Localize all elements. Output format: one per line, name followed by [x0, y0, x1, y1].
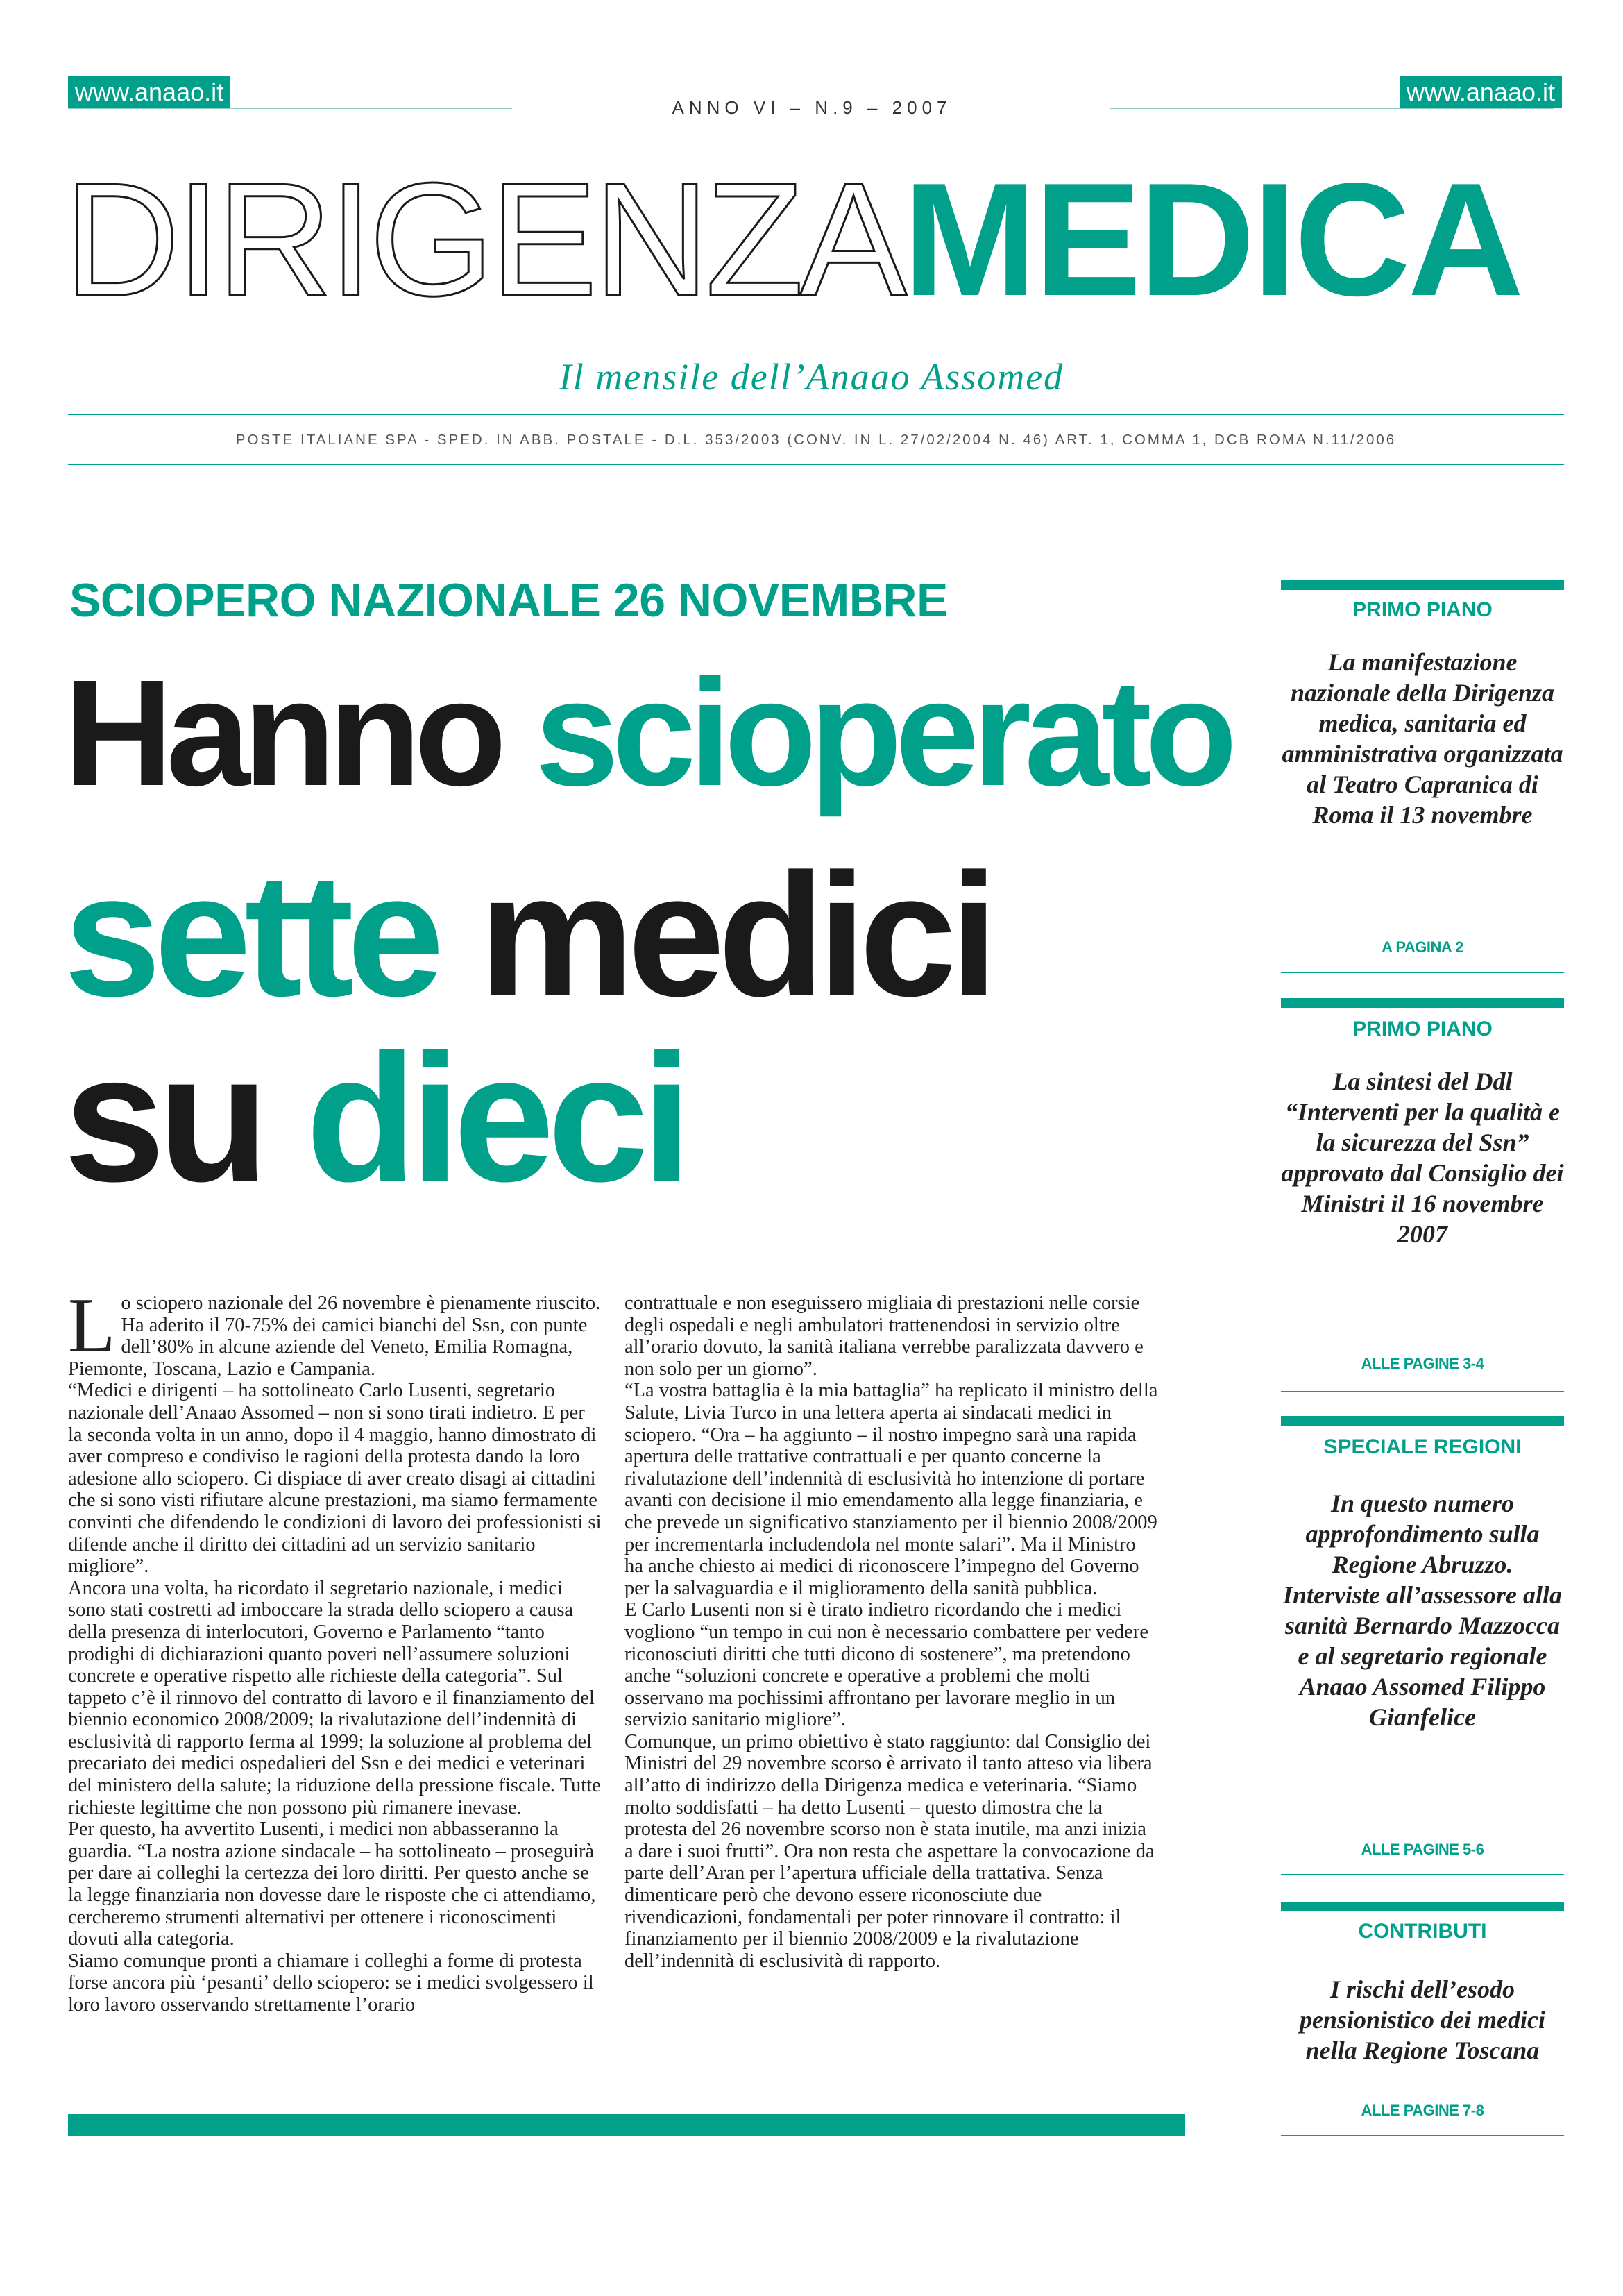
sidebar-page-ref[interactable]: ALLE PAGINE 7-8	[1361, 2102, 1484, 2119]
bottom-accent-bar	[68, 2114, 1185, 2136]
masthead-subtitle: Il mensile dell’Anaao Assomed	[559, 356, 1064, 398]
sidebar-box-bar	[1281, 1902, 1564, 1911]
headline-line-3	[64, 1016, 686, 1219]
sidebar-box-rule	[1281, 1874, 1564, 1875]
paragraph: o sciopero nazionale del 26 novembre è pienamente riuscito. Ha aderito il 70-75% dei camici bianchi del Ssn, con punte dell’80% in alcune aziende del Veneto, Emilia Romagna, Piemonte, Toscana, Lazio e Campania.	[68, 1292, 601, 1380]
paragraph: contrattuale e non eseguissero migliaia di prestazioni nelle corsie degli ospedali e negli ambulatori trattenendosi in servizio oltre all’orario dovuto, la sanità italiana verrebbe paralizzata davvero e non solo per un giorno”.	[624, 1292, 1144, 1380]
masthead-bold: MEDICA	[903, 150, 1522, 330]
sidebar-box-heading: PRIMO PIANO	[1352, 1018, 1493, 1040]
headline-word: scioperato	[534, 649, 1231, 818]
article-column-2	[624, 1292, 1159, 1972]
headline-line-1	[64, 649, 1231, 818]
issue-number: ANNO VI – N.9 – 2007	[672, 97, 952, 118]
sidebar-box-text[interactable]: La manifestazione nazionale della Dirigenza medica, sanitaria ed amministrativa organizzata al Teatro Capranica di Roma il 13 novembre	[1282, 648, 1563, 829]
paragraph: E Carlo Lusenti non si è tirato indietro ricordando che i medici vogliono “un tempo in cui non è necessario combattere per vedere riconosciuti diritti che tutti dicono di sostenere”, ma pretendono anche “soluzioni concrete e operative a problemi che molti osservano ma pochissimi affrontano per lavorare meglio in un servizio sanitario migliore”.	[624, 1599, 1148, 1731]
headline-word: sette	[64, 838, 438, 1033]
sidebar-box-bar	[1281, 1416, 1564, 1426]
header-rule-right	[1110, 108, 1554, 109]
postal-notice: POSTE ITALIANE SPA - SPED. IN ABB. POSTALE - D.L. 353/2003 (CONV. IN L. 27/02/2004 N. 46) ART. 1, COMMA 1, DCB ROMA N.11/2006	[235, 432, 1397, 448]
sidebar-page-ref[interactable]: ALLE PAGINE 3-4	[1361, 1355, 1484, 1372]
sidebar-box-rule	[1281, 2135, 1564, 2136]
paragraph: “La vostra battaglia è la mia battaglia” ha replicato il ministro della Salute, Livia Turco in una lettera aperta ai sindacati medici in sciopero. “Ora – ha aggiunto – il nostro impegno sarà una rapida apertura delle trattative contrattuali e per quanto concerne la rivalutazione dell’indennità di esclusività ho intenzione di portare avanti con decisione il mio emendamento alla legge finanziaria, e che prevede un significativo stanziamento per il biennio 2008/2009 per incrementarla includendola nel monte salari”. Ma il Ministro ha anche chiesto ai medici di riconoscere l’impegno del Governo per la salvaguardia e il miglioramento della sanità pubblica.	[624, 1380, 1158, 1599]
sidebar-box-heading: PRIMO PIANO	[1352, 598, 1493, 621]
sidebar-box-text[interactable]: La sintesi del Ddl “Interventi per la qualità e la sicurezza del Ssn” approvato dal Consiglio dei Ministri il 16 novembre 2007	[1281, 1067, 1564, 1248]
website-link-right[interactable]: www.anaao.it	[1400, 76, 1562, 108]
postal-rule-top	[68, 414, 1564, 415]
sidebar-box-text[interactable]: I rischi dell’esodo pensionistico dei medici nella Regione Toscana	[1300, 1975, 1545, 2064]
headline-word: dieci	[305, 1016, 686, 1219]
headline-word: medici	[479, 838, 992, 1033]
headline-word: Hanno	[64, 649, 500, 818]
paragraph: Siamo comunque pronti a chiamare i colleghi a forme di protesta forse ancora più ‘pesanti’ dello sciopero: se i medici svolgessero il loro lavoro osservando strettamente l’orario	[68, 1950, 594, 2016]
sidebar-box-text[interactable]: In questo numero approfondimento sulla Regione Abruzzo. Interviste all’assessore alla sanità Bernardo Mazzocca e al segretario regionale Anaao Assomed Filippo Gianfelice	[1283, 1489, 1562, 1731]
headline-line-2	[64, 838, 992, 1033]
sidebar-box-bar	[1281, 580, 1564, 590]
drop-cap: L	[68, 1283, 116, 1369]
sidebar-box-heading: SPECIALE REGIONI	[1323, 1435, 1522, 1458]
website-link-left[interactable]: www.anaao.it	[68, 76, 230, 108]
header-rule-left	[68, 108, 512, 109]
sidebar-box-bar	[1281, 998, 1564, 1008]
sidebar-page-ref[interactable]: A PAGINA 2	[1382, 938, 1463, 956]
sidebar-box-rule	[1281, 972, 1564, 973]
paragraph: Per questo, ha avvertito Lusenti, i medici non abbasseranno la guardia. “La nostra azione sindacale – ha sottolineato – proseguirà per dare ai colleghi la certezza dei loro diritti. Per questo anche se la legge finanziaria non dovesse dare le risposte che ci attendiamo, cercheremo strumenti alternativi per ottenere i riconoscimenti dovuti alla categoria.	[68, 1818, 596, 1950]
article-kicker: SCIOPERO NAZIONALE 26 NOVEMBRE	[69, 574, 948, 627]
sidebar-box-heading: CONTRIBUTI	[1358, 1920, 1487, 1943]
sidebar-page-ref[interactable]: ALLE PAGINE 5-6	[1361, 1841, 1484, 1858]
masthead	[64, 150, 1522, 330]
postal-rule-bottom	[68, 464, 1564, 465]
masthead-light: DIRIGENZA	[64, 150, 903, 330]
paragraph: Ancora una volta, ha ricordato il segretario nazionale, i medici sono stati costretti ad imboccare la strada dello sciopero a causa della presenza di interlocutori, Governo e Parlamento “tanto prodighi di dichiarazioni quanto poveri nell’assumere soluzioni concrete e operative rispetto alle richieste della categoria”. Sul tappeto c’è il rinnovo del contratto di lavoro e il finanziamento del biennio economico 2008/2009; la rivalutazione dell’indennità di esclusività di rapporto ferma al 1999; la soluzione al problema del precariato dei medici ospedalieri del Ssn e dei medici e veterinari del ministero della salute; la riduzione della pressione fiscale. Tutte richieste legittime che non possono più rimanere inevase.	[68, 1577, 601, 1818]
sidebar-box-rule	[1281, 1391, 1564, 1392]
paragraph: “Medici e dirigenti – ha sottolineato Carlo Lusenti, segretario nazionale dell’Anaao Assomed – non si sono tirati indietro. E per la seconda volta in un anno, dopo il 4 maggio, hanno dimostrato di aver compreso e condiviso le ragioni della protesta dando la loro adesione allo sciopero. Ci dispiace di aver creato disagi ai cittadini che si sono visti rifiutare alcune prestazioni, ma siamo fermamente convinti che difendendo le condizioni di lavoro dei professionisti si difende anche il diritto dei cittadini ad un servizio sanitario migliore”.	[68, 1380, 602, 1578]
headline-word: su	[64, 1016, 262, 1219]
article-column-1	[68, 1283, 602, 2016]
paragraph: Comunque, un primo obiettivo è stato raggiunto: dal Consiglio dei Ministri del 29 novembre scorso è arrivato il tanto atteso via libera all’atto di indirizzo della Dirigenza medica e veterinaria. “Siamo molto soddisfatti – ha detto Lusenti – questo dimostra che la protesta del 26 novembre scorso non è stata inutile, ma anzi inizia a dare i suoi frutti”. Ora non resta che aspettare la convocazione da parte dell’Aran per l’apertura ufficiale della trattativa. Senza dimenticare però che devono essere riconosciute due rivendicazioni, fondamentali per poter rinnovare il contratto: il finanziamento per il biennio 2008/2009 e la rivalutazione dell’indennità di esclusività di rapporto.	[624, 1730, 1155, 1972]
